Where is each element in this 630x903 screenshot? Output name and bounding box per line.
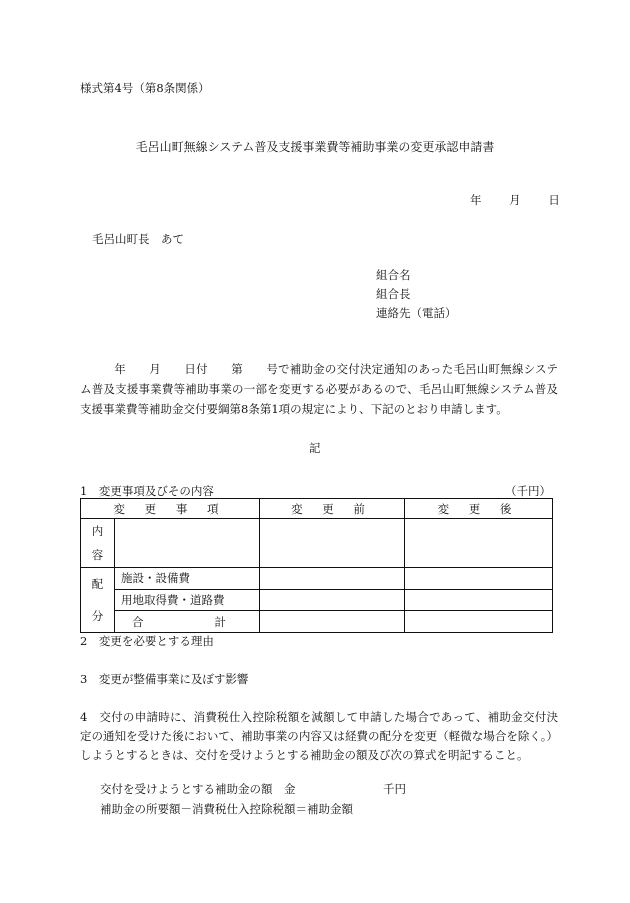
content-before-cell[interactable]	[260, 519, 405, 568]
date-line	[470, 192, 560, 208]
section4-text: 4 交付の申請時に、消費税仕入控除税額を減額して申請した場合であって、補助金交付決定の通知を受けた後において、補助事業の内容又は経費の配分を変更（軽微な場合を除く。）しようとするときは、交付を受けようとする補助金の額及び次の算式を明記すること。	[80, 710, 558, 762]
table-row	[81, 611, 553, 633]
document-title: 毛呂山町無線システム普及支援事業費等補助事業の変更承認申請書	[135, 140, 495, 154]
section2-heading: 2 変更を必要とする理由	[80, 634, 214, 648]
row-land-road-cost: 用地取得費・道路費	[115, 589, 260, 611]
content-cell[interactable]	[115, 519, 260, 568]
header-before: 変 更 前	[260, 499, 405, 519]
header-change-item: 変 更 事 項	[81, 499, 260, 519]
form-number: 様式第4号（第8条関係）	[80, 81, 210, 95]
date-year: 年	[470, 193, 482, 207]
body-paragraph	[80, 359, 558, 419]
content-after-cell[interactable]	[405, 519, 553, 568]
row-total: 合 計	[115, 611, 260, 633]
section1-heading: 1 変更事項及びその内容	[80, 484, 214, 498]
table-row	[81, 568, 553, 590]
addressee: 毛呂山町長 あて	[92, 232, 184, 246]
table-row	[81, 589, 553, 611]
land-after-cell[interactable]	[405, 589, 553, 611]
row-facility-cost: 施設・設備費	[115, 568, 260, 590]
subsidy-amount-label: 交付を受けようとする補助金の額 金	[100, 782, 296, 796]
total-before-cell[interactable]	[260, 611, 405, 633]
content-label: 内 容	[81, 519, 115, 568]
land-before-cell[interactable]	[260, 589, 405, 611]
section3-heading: 3 変更が整備事業に及ぼす影響	[80, 672, 249, 686]
content-row	[81, 519, 553, 568]
header-after: 変 更 後	[405, 499, 553, 519]
date-day: 日	[548, 193, 560, 207]
applicant-chief: 組合長	[376, 287, 411, 301]
formula-line: 補助金の所要額－消費税仕入控除税額＝補助金額	[100, 802, 353, 816]
table-header-row	[81, 499, 553, 519]
change-table	[80, 498, 553, 633]
date-month: 月	[509, 193, 521, 207]
allocation-label: 配 分	[81, 568, 115, 633]
subsidy-amount-unit: 千円	[383, 782, 406, 796]
body-text: 年 月 日付 第 号で補助金の交付決定通知のあった毛呂山町無線システム普及支援事業費等補助事業の一部を変更する必要があるので、毛呂山町無線システム普及支援事業費等補助金交付要綱第8条第1項の規定により、下記のとおり申請します。	[80, 362, 558, 416]
applicant-contact: 連絡先（電話）	[376, 306, 457, 320]
subsidy-amount-line	[100, 781, 406, 797]
total-after-cell[interactable]	[405, 611, 553, 633]
facility-before-cell[interactable]	[260, 568, 405, 590]
applicant-org-name: 組合名	[376, 268, 411, 282]
unit-label: （千円）	[505, 484, 551, 498]
facility-after-cell[interactable]	[405, 568, 553, 590]
ki-label: 記	[309, 441, 321, 455]
